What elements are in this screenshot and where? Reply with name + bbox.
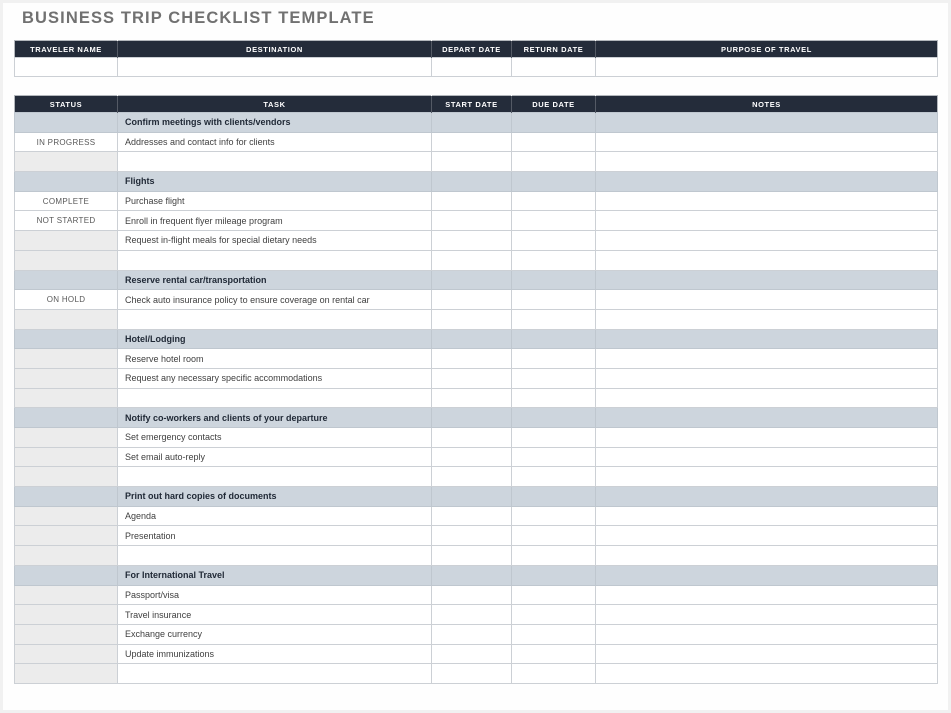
- task-row: [15, 231, 938, 251]
- due-date-cell[interactable]: [512, 447, 596, 467]
- column-header-notes: NOTES: [596, 96, 938, 113]
- due-date-cell[interactable]: [512, 428, 596, 448]
- notes-cell[interactable]: [596, 624, 938, 644]
- start-date-cell[interactable]: [432, 624, 512, 644]
- status-cell: [15, 172, 118, 192]
- notes-cell[interactable]: [596, 585, 938, 605]
- task-row: [15, 368, 938, 388]
- task-cell: Update immunizations: [118, 644, 432, 664]
- trip-info-table: [14, 40, 938, 77]
- traveler-name-cell[interactable]: [15, 58, 118, 77]
- notes-cell[interactable]: [596, 605, 938, 625]
- notes-cell[interactable]: [596, 388, 938, 408]
- column-header-traveler-name: TRAVELER NAME: [15, 41, 118, 58]
- due-date-cell[interactable]: [512, 309, 596, 329]
- task-cell: Confirm meetings with clients/vendors: [118, 113, 432, 133]
- task-cell: Enroll in frequent flyer mileage program: [118, 211, 432, 231]
- due-date-cell[interactable]: [512, 664, 596, 684]
- status-cell: COMPLETE: [15, 191, 118, 211]
- trip-info-row: [15, 58, 938, 77]
- task-cell: Notify co-workers and clients of your departure: [118, 408, 432, 428]
- start-date-cell[interactable]: [432, 152, 512, 172]
- start-date-cell[interactable]: [432, 664, 512, 684]
- task-cell: Request any necessary specific accommodations: [118, 368, 432, 388]
- notes-cell[interactable]: [596, 309, 938, 329]
- start-date-cell: [432, 487, 512, 507]
- due-date-cell[interactable]: [512, 585, 596, 605]
- notes-cell[interactable]: [596, 644, 938, 664]
- status-cell: [15, 329, 118, 349]
- checklist-header-row: [15, 96, 938, 113]
- task-row: [15, 526, 938, 546]
- column-header-status: STATUS: [15, 96, 118, 113]
- due-date-cell: [512, 487, 596, 507]
- status-cell[interactable]: [15, 506, 118, 526]
- start-date-cell[interactable]: [432, 309, 512, 329]
- task-row: [15, 349, 938, 369]
- empty-row: [15, 388, 938, 408]
- status-cell[interactable]: [15, 152, 118, 172]
- status-cell[interactable]: [15, 428, 118, 448]
- column-header-return-date: RETURN DATE: [512, 41, 596, 58]
- status-cell[interactable]: [15, 664, 118, 684]
- start-date-cell[interactable]: [432, 546, 512, 566]
- status-cell[interactable]: [15, 388, 118, 408]
- task-cell: Reserve hotel room: [118, 349, 432, 369]
- status-cell: [15, 565, 118, 585]
- destination-cell[interactable]: [118, 58, 432, 77]
- task-cell[interactable]: [118, 250, 432, 270]
- start-date-cell[interactable]: [432, 290, 512, 310]
- notes-cell[interactable]: [596, 447, 938, 467]
- notes-cell[interactable]: [596, 664, 938, 684]
- depart-date-cell[interactable]: [432, 58, 512, 77]
- section-row: [15, 113, 938, 133]
- due-date-cell: [512, 172, 596, 192]
- checklist-table: [14, 95, 938, 684]
- due-date-cell[interactable]: [512, 290, 596, 310]
- notes-cell[interactable]: [596, 467, 938, 487]
- empty-row: [15, 152, 938, 172]
- empty-row: [15, 309, 938, 329]
- due-date-cell[interactable]: [512, 349, 596, 369]
- start-date-cell[interactable]: [432, 349, 512, 369]
- start-date-cell[interactable]: [432, 132, 512, 152]
- notes-cell: [596, 172, 938, 192]
- status-cell[interactable]: [15, 624, 118, 644]
- task-cell: Request in-flight meals for special dietary needs: [118, 231, 432, 251]
- start-date-cell[interactable]: [432, 428, 512, 448]
- start-date-cell[interactable]: [432, 467, 512, 487]
- notes-cell[interactable]: [596, 546, 938, 566]
- column-header-depart-date: DEPART DATE: [432, 41, 512, 58]
- task-cell: For International Travel: [118, 565, 432, 585]
- task-cell: Exchange currency: [118, 624, 432, 644]
- start-date-cell[interactable]: [432, 211, 512, 231]
- due-date-cell[interactable]: [512, 624, 596, 644]
- task-cell: Purchase flight: [118, 191, 432, 211]
- section-row: [15, 565, 938, 585]
- due-date-cell[interactable]: [512, 250, 596, 270]
- start-date-cell[interactable]: [432, 605, 512, 625]
- due-date-cell[interactable]: [512, 231, 596, 251]
- start-date-cell[interactable]: [432, 231, 512, 251]
- notes-cell[interactable]: [596, 349, 938, 369]
- task-cell[interactable]: [118, 388, 432, 408]
- status-cell[interactable]: [15, 585, 118, 605]
- start-date-cell[interactable]: [432, 368, 512, 388]
- due-date-cell[interactable]: [512, 506, 596, 526]
- task-cell: Check auto insurance policy to ensure coverage on rental car: [118, 290, 432, 310]
- task-cell[interactable]: [118, 152, 432, 172]
- status-cell: [15, 113, 118, 133]
- task-cell[interactable]: [118, 546, 432, 566]
- task-cell: Set email auto-reply: [118, 447, 432, 467]
- notes-cell[interactable]: [596, 526, 938, 546]
- status-cell[interactable]: [15, 526, 118, 546]
- task-row: [15, 605, 938, 625]
- due-date-cell[interactable]: [512, 644, 596, 664]
- column-header-due-date: DUE DATE: [512, 96, 596, 113]
- task-cell[interactable]: [118, 664, 432, 684]
- task-cell: Print out hard copies of documents: [118, 487, 432, 507]
- notes-cell[interactable]: [596, 368, 938, 388]
- task-row: [15, 447, 938, 467]
- status-cell: [15, 408, 118, 428]
- notes-cell[interactable]: [596, 506, 938, 526]
- task-row: [15, 506, 938, 526]
- start-date-cell[interactable]: [432, 644, 512, 664]
- due-date-cell[interactable]: [512, 132, 596, 152]
- due-date-cell[interactable]: [512, 546, 596, 566]
- status-cell: [15, 270, 118, 290]
- start-date-cell[interactable]: [432, 585, 512, 605]
- due-date-cell[interactable]: [512, 211, 596, 231]
- status-cell[interactable]: [15, 349, 118, 369]
- task-row: [15, 132, 938, 152]
- notes-cell: [596, 329, 938, 349]
- task-cell: Hotel/Lodging: [118, 329, 432, 349]
- status-cell[interactable]: [15, 546, 118, 566]
- due-date-cell[interactable]: [512, 191, 596, 211]
- notes-cell[interactable]: [596, 250, 938, 270]
- start-date-cell: [432, 565, 512, 585]
- task-cell: Agenda: [118, 506, 432, 526]
- status-cell[interactable]: [15, 644, 118, 664]
- task-row: [15, 290, 938, 310]
- column-header-task: TASK: [118, 96, 432, 113]
- status-cell[interactable]: [15, 231, 118, 251]
- task-row: [15, 211, 938, 231]
- due-date-cell[interactable]: [512, 526, 596, 546]
- column-header-destination: DESTINATION: [118, 41, 432, 58]
- notes-cell: [596, 565, 938, 585]
- notes-cell[interactable]: [596, 290, 938, 310]
- empty-row: [15, 467, 938, 487]
- task-cell: Addresses and contact info for clients: [118, 132, 432, 152]
- purpose-of-travel-cell[interactable]: [596, 58, 938, 77]
- task-row: [15, 644, 938, 664]
- notes-cell: [596, 270, 938, 290]
- due-date-cell: [512, 113, 596, 133]
- due-date-cell: [512, 270, 596, 290]
- task-cell: Travel insurance: [118, 605, 432, 625]
- empty-row: [15, 250, 938, 270]
- start-date-cell: [432, 172, 512, 192]
- start-date-cell[interactable]: [432, 526, 512, 546]
- return-date-cell[interactable]: [512, 58, 596, 77]
- start-date-cell: [432, 408, 512, 428]
- notes-cell: [596, 113, 938, 133]
- due-date-cell: [512, 565, 596, 585]
- due-date-cell[interactable]: [512, 388, 596, 408]
- status-cell: ON HOLD: [15, 290, 118, 310]
- status-cell[interactable]: [15, 605, 118, 625]
- section-row: [15, 408, 938, 428]
- task-cell: Set emergency contacts: [118, 428, 432, 448]
- due-date-cell: [512, 408, 596, 428]
- notes-cell[interactable]: [596, 211, 938, 231]
- start-date-cell[interactable]: [432, 447, 512, 467]
- section-row: [15, 270, 938, 290]
- status-cell[interactable]: [15, 250, 118, 270]
- task-row: [15, 624, 938, 644]
- start-date-cell: [432, 113, 512, 133]
- section-row: [15, 329, 938, 349]
- notes-cell[interactable]: [596, 191, 938, 211]
- status-cell[interactable]: [15, 467, 118, 487]
- status-cell[interactable]: [15, 368, 118, 388]
- column-header-start-date: START DATE: [432, 96, 512, 113]
- notes-cell[interactable]: [596, 132, 938, 152]
- page-title: BUSINESS TRIP CHECKLIST TEMPLATE: [22, 9, 375, 27]
- start-date-cell: [432, 270, 512, 290]
- start-date-cell[interactable]: [432, 191, 512, 211]
- notes-cell[interactable]: [596, 231, 938, 251]
- status-cell: NOT STARTED: [15, 211, 118, 231]
- status-cell: [15, 487, 118, 507]
- task-row: [15, 191, 938, 211]
- task-cell: Flights: [118, 172, 432, 192]
- notes-cell: [596, 487, 938, 507]
- column-header-purpose-of-travel: PURPOSE OF TRAVEL: [596, 41, 938, 58]
- notes-cell[interactable]: [596, 152, 938, 172]
- task-cell: Reserve rental car/transportation: [118, 270, 432, 290]
- section-row: [15, 172, 938, 192]
- task-row: [15, 428, 938, 448]
- section-row: [15, 487, 938, 507]
- empty-row: [15, 546, 938, 566]
- task-row: [15, 585, 938, 605]
- trip-info-header-row: [15, 41, 938, 58]
- start-date-cell[interactable]: [432, 388, 512, 408]
- task-cell[interactable]: [118, 467, 432, 487]
- due-date-cell[interactable]: [512, 467, 596, 487]
- notes-cell: [596, 408, 938, 428]
- empty-row: [15, 664, 938, 684]
- due-date-cell: [512, 329, 596, 349]
- status-cell[interactable]: [15, 309, 118, 329]
- status-cell: IN PROGRESS: [15, 132, 118, 152]
- start-date-cell[interactable]: [432, 506, 512, 526]
- start-date-cell[interactable]: [432, 250, 512, 270]
- start-date-cell: [432, 329, 512, 349]
- notes-cell[interactable]: [596, 428, 938, 448]
- task-cell: Passport/visa: [118, 585, 432, 605]
- status-cell[interactable]: [15, 447, 118, 467]
- due-date-cell[interactable]: [512, 368, 596, 388]
- due-date-cell[interactable]: [512, 152, 596, 172]
- due-date-cell[interactable]: [512, 605, 596, 625]
- task-cell: Presentation: [118, 526, 432, 546]
- task-cell[interactable]: [118, 309, 432, 329]
